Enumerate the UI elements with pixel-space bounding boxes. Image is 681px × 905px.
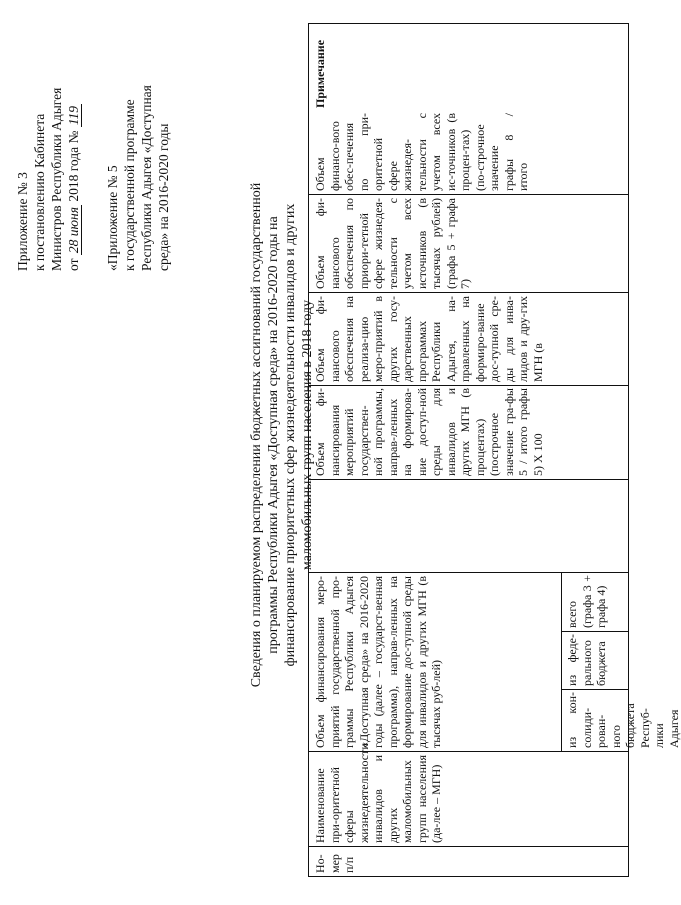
table-col-line <box>309 194 628 195</box>
table-col-line <box>309 385 628 386</box>
annex3-line3: Министров Республики Адыгея <box>49 87 64 271</box>
annex5-line4: среда» на 2016-2020 годы <box>156 123 171 271</box>
annex3-line2-text: к постановлению Кабинета <box>32 113 47 271</box>
annex5-line3: Республики Адыгея «Доступная <box>139 85 154 271</box>
table-col-line <box>309 572 628 573</box>
header-volume: Объем финансирования меро-приятий государственной про-граммы Республики Адыгея «Доступная среда» на 2016-2020 годы (далее – государст-венная программа), направ-ленных на формирование дос-тупной среды для инвалидов и других МГН (в тысячах руб-лей) <box>313 576 443 748</box>
annex3-line4 <box>65 43 82 271</box>
annex3-date-mid: 2018 года № <box>66 130 81 202</box>
table-col-line <box>309 479 628 480</box>
header-number: Но-мер п/п <box>313 854 356 873</box>
annex3-line1: Приложение № 3 <box>15 172 30 271</box>
subcol-line <box>561 689 628 690</box>
subheader-federal: из феде-рального бюджета <box>565 634 608 686</box>
header-note: Примечание <box>313 39 327 108</box>
header-other-programs: Объем фи-нансового обеспечения на реализа-цию меро-приятий в других госу-дарственных программах Республики Адыгея, на-правленных на формиро-вание дос-тупной сре-ды для инва-лидов и дру-гих МГН (в <box>313 296 545 382</box>
subcol-line <box>561 631 628 632</box>
subheader-total: всего (графа 3 + графа 4) <box>565 575 608 628</box>
annex3-header <box>14 43 82 271</box>
subheader-consolidated: из кон-солиди-рован-ного бюджета Респуб-лики Адыгея <box>565 692 681 748</box>
subheader-line <box>561 573 562 752</box>
header-all-percent: Объем финансо-вого обес-печения по при-оритетной сфере жизнедея-тельности с учетом всех ис-точников (в процен-тах) (по-строчное значение графы 8 / итого <box>313 113 530 191</box>
document-title: Сведения о планируемом распределении бюджетных ассигнований государственной программы Республики Адыгея «Доступная среда» на 2016-2020 годы на финансирование приоритетных сфер жизнедеятельности инвалидов и других маломобильных групп населения в 2018 году <box>249 182 315 688</box>
header-sphere-name: Наименование при-оритетной сферы жизнедеятельности инвалидов и других маломобильных групп населения (да-лее – МГН) <box>313 743 443 843</box>
header-all-sources: Объем фи-нансового обеспечения по приори-тетной сфере жизнедея-тельности с учетом всех источников (в тысячах рублей) (графа 5 + графа 7) <box>313 198 472 289</box>
header-percent: Объем фи-нансирования мероприятий государствен-ной программы, направ-ленных на формирова-ние доступ-ной среды для инвалидов и других МГН (в процентах) (построчное значение гра-фы 5 / итого графы 5) Х 100 <box>313 388 545 476</box>
allocation-table <box>308 23 681 877</box>
annex5-header <box>104 43 172 271</box>
annex3-number: 119 <box>66 105 81 126</box>
annex5-line1: «Приложение № 5 <box>105 165 120 271</box>
annex3-line2 <box>31 43 48 271</box>
annex3-date-prefix: от <box>66 258 81 271</box>
annex5-line2: к государственной программе <box>122 99 137 271</box>
table-col-line <box>309 292 628 293</box>
annex3-date-day: 28 июня <box>66 207 81 254</box>
table-col-line <box>309 846 628 847</box>
